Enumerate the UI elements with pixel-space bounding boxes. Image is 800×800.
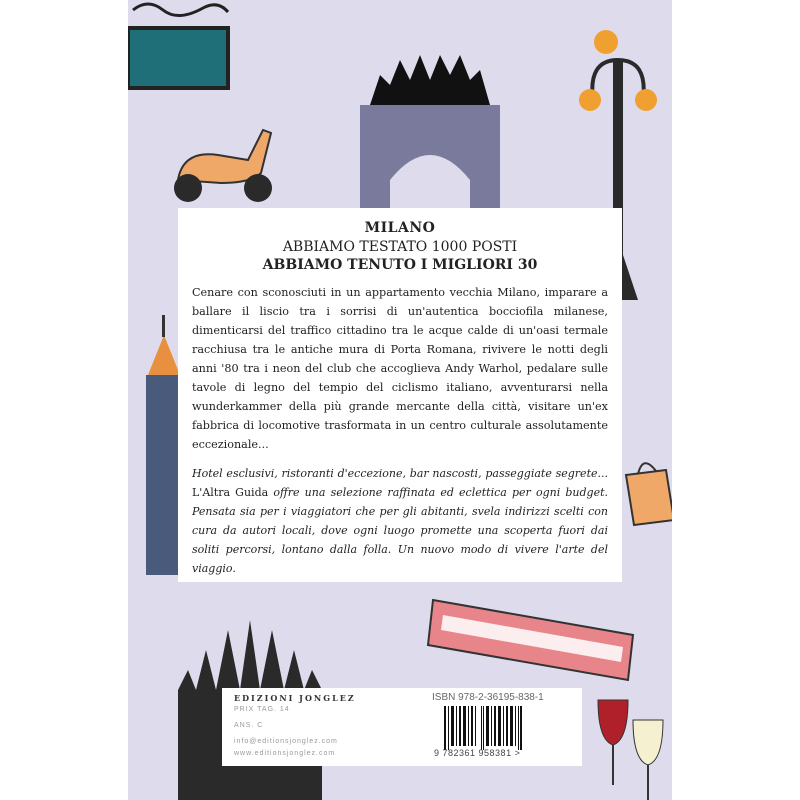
arch-of-peace-illustration xyxy=(350,40,510,210)
book-title: MILANO xyxy=(364,220,436,236)
shopping-bag-illustration xyxy=(618,450,672,530)
email-text: info@editionsjonglez.com xyxy=(234,738,338,745)
isbn-text: ISBN 978-2-36195-838-1 xyxy=(432,692,544,703)
wine-glasses-illustration xyxy=(593,690,672,800)
website-text: www.editionsjonglez.com xyxy=(234,750,336,757)
publisher-name: EDIZIONI JONGLEZ xyxy=(234,693,356,703)
summary-part: offre una selezione raffinata ed eclettica per ogni budget. Pensata sia per i viaggiatori che per gli abitanti, svela indirizzi scelti con cura da autori locali, dove ogni luogo promette una scoperta fuori dai soliti percorsi, lontano dalla folla. Un nuovo modo di vivere l'arte del viaggio. xyxy=(192,486,609,575)
description-panel xyxy=(178,208,622,582)
price-info: PRIX TAG. 14 xyxy=(234,706,290,713)
street-sign-illustration xyxy=(128,0,248,100)
age-info: ANS. C xyxy=(234,722,264,729)
tram-illustration xyxy=(423,580,643,690)
barcode xyxy=(444,706,522,750)
barcode-number: 9 782361 958381 > xyxy=(434,748,521,758)
scooter-illustration xyxy=(158,120,288,210)
summary-part: Hotel esclusivi, ristoranti d'eccezione, bar nascosti, passeggiate segrete... xyxy=(192,467,608,480)
series-name: L'Altra Guida xyxy=(192,486,269,499)
publisher-info-box xyxy=(222,688,582,766)
summary-paragraph xyxy=(192,464,608,578)
tagline-kept: ABBIAMO TENUTO I MIGLIORI 30 xyxy=(262,257,538,273)
tagline-tested: ABBIAMO TESTATO 1000 POSTI xyxy=(282,239,518,255)
description-paragraph: Cenare con sconosciuti in un appartamento vecchia Milano, imparare a ballare il liscio tra i sorrisi di un'autentica bocciofila milanese, dimenticarsi del traffico cittadino tra le acque calde di un'oasi termale racchiusa tra le antiche mura di Porta Romana, rivivere le notti degli anni '80 tra i neon del club che accoglieva Andy Warhol, pedalare sulle tavole di legno del tempio del ciclismo italiano, avventurarsi nella wunderkammer della più grande mercante della città, visitare un'ex fabbrica di locomotive trasformata in un centro culturale assolutamente eccezionale... xyxy=(192,286,608,451)
